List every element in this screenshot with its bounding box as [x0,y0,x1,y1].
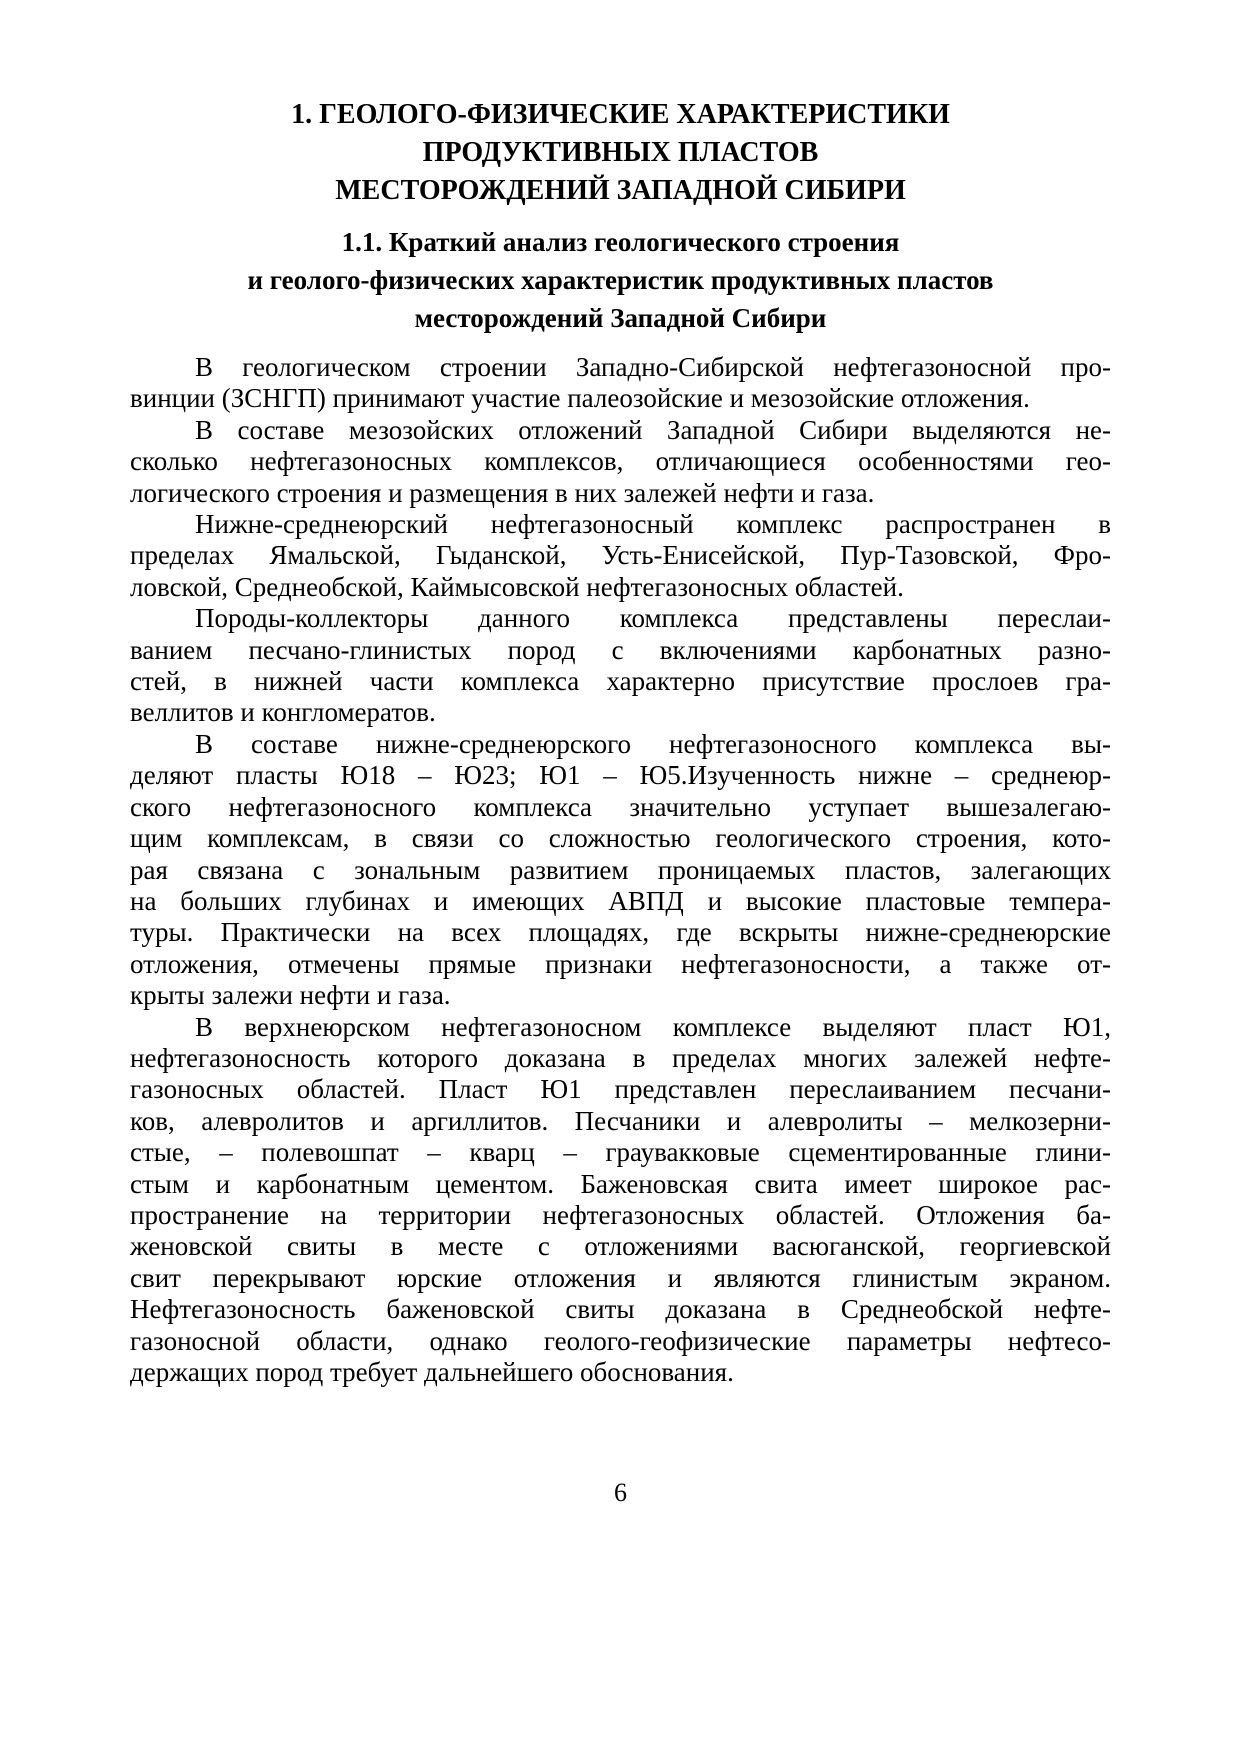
text-line: стей, в нижней части комплекса характерно присутствие прослоев гра- [130,666,1111,697]
text-line: В геологическом строении Западно-Сибирской нефтегазоносной про- [195,352,1111,382]
text-line: винции (ЗСНГП) принимают участие палеозойские и мезозойские отложения. [130,383,1030,414]
chapter-title-line: ПРОДУКТИВНЫХ ПЛАСТОВ [422,137,819,168]
text-line: сколько нефтегазоносных комплексов, отличающиеся особенностями гео- [130,446,1111,477]
paragraph [130,1012,1111,1389]
text-line: ков, алевролитов и аргиллитов. Песчаники и алевролиты – мелкозерни- [130,1105,1111,1136]
paragraph [130,352,1111,415]
paragraph-container [130,352,1111,1388]
section-title-line: и геолого-физических характеристик продуктивных пластов [247,265,994,295]
paragraph [130,415,1111,509]
page-number: 6 [614,1478,627,1507]
text-line: стые, – полевошпат – кварц – граувакковые сцементированные глини- [130,1137,1111,1168]
text-line: держащих пород требует дальнейшего обоснования. [130,1357,734,1387]
text-line: В верхнеюрском нефтегазоносном комплексе выделяют пласт Ю1, [195,1011,1111,1042]
text-line: Породы-коллекторы данного комплекса представлены переслаи- [195,603,1111,634]
text-line: свит перекрывают юрские отложения и являются глинистым экраном. [130,1262,1111,1293]
text-line: женовской свиты в месте с отложениями васюганской, георгиевской [130,1231,1111,1262]
text-line: отложения, отмечены прямые признаки нефтегазоносности, а также от- [130,948,1111,979]
text-line: нефтегазоносность которого доказана в пределах многих залежей нефте- [130,1042,1111,1073]
text-line: веллитов и конгломератов. [130,697,436,728]
text-line: пределах Ямальской, Гыданской, Усть-Енисейской, Пур-Тазовской, Фро- [130,540,1111,571]
paragraph [130,729,1111,1012]
text-line: ванием песчано-глинистых пород с включениями карбонатных разно- [130,634,1111,665]
text-line: Нижне-среднеюрский нефтегазоносный комплекс распространен в [195,509,1111,540]
text-line: на больших глубинах и имеющих АВПД и высокие пластовые темпера- [130,885,1111,916]
paragraph [130,603,1111,729]
text-line: В составе мезозойских отложений Западной Сибири выделяются не- [195,414,1111,445]
section-title-line: месторождений Западной Сибири [414,303,827,333]
text-line: ского нефтегазоносного комплекса значительно уступает вышезалегаю- [130,791,1111,822]
chapter-title-line: 1. ГЕОЛОГО-ФИЗИЧЕСКИЕ ХАРАКТЕРИСТИКИ [291,99,950,130]
text-line: В составе нижне-среднеюрского нефтегазоносного комплекса вы- [195,728,1111,759]
chapter-title [130,96,1111,210]
text-line: крыты залежи нефти и газа. [130,980,451,1011]
section-title-line: 1.1. Краткий анализ геологического строения [341,227,900,257]
text-line: рая связана с зональным развитием проницаемых пластов, залегающих [130,854,1111,885]
page-content [130,96,1111,1388]
text-line: газоносной области, однако геолого-геофизические параметры нефтесо- [130,1325,1111,1356]
text-line: ловской, Среднеобской, Каймысовской нефтегазоносных областей. [130,571,904,602]
text-line: Нефтегазоносность баженовской свиты доказана в Среднеобской нефте- [130,1294,1111,1325]
text-line: туры. Практически на всех площадях, где вскрыты нижне-среднеюрские [130,917,1111,948]
text-line: стым и карбонатным цементом. Баженовская свита имеет широкое рас- [130,1168,1111,1199]
text-line: деляют пласты Ю18 – Ю23; Ю1 – Ю5.Изученность нижне – среднеюр- [130,760,1111,791]
paragraph [130,509,1111,603]
text-line: щим комплексам, в связи со сложностью геологического строения, кото- [130,823,1111,854]
text-line: газоносных областей. Пласт Ю1 представлен переслаиванием песчани- [130,1074,1111,1105]
text-line: пространение на территории нефтегазоносных областей. Отложения ба- [130,1199,1111,1230]
text-line: логического строения и размещения в них залежей нефти и газа. [130,477,875,508]
chapter-title-line: МЕСТОРОЖДЕНИЙ ЗАПАДНОЙ СИБИРИ [335,175,906,206]
section-title [130,223,1111,337]
